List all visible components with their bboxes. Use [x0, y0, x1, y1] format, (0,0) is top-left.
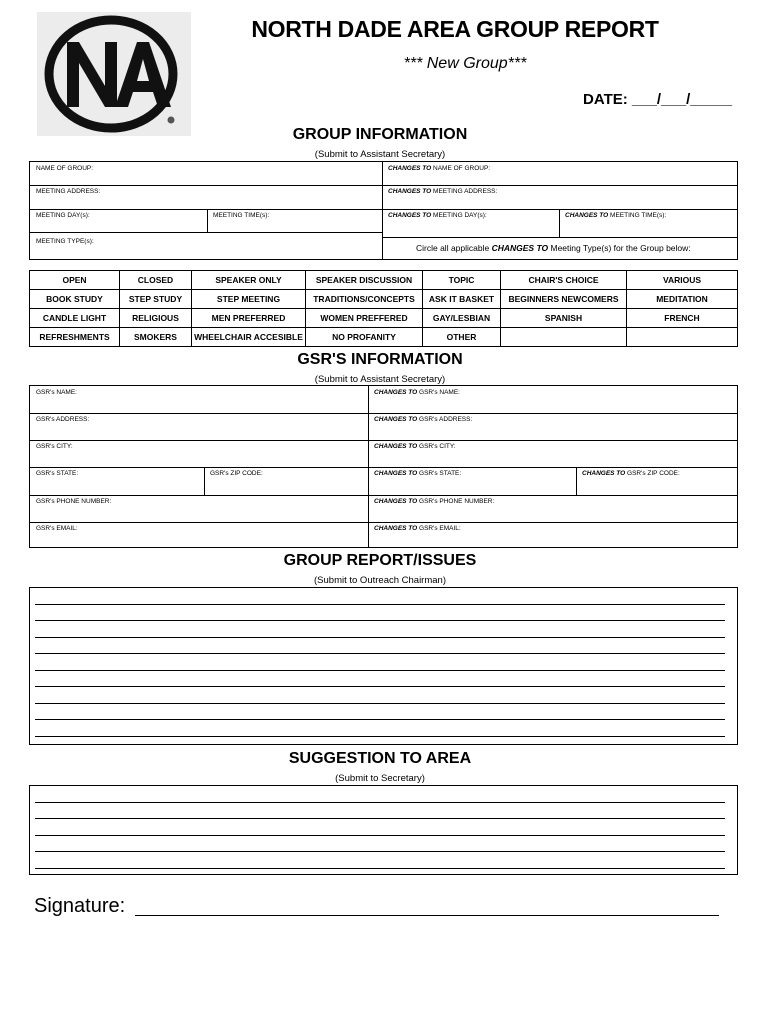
- meeting-types-table: [29, 270, 738, 347]
- meeting-type-option[interactable]: WOMEN PREFFERED: [306, 309, 423, 328]
- meeting-type-option[interactable]: CANDLE LIGHT: [30, 309, 120, 328]
- group-report-note: (Submit to Outreach Chairman): [314, 575, 446, 586]
- changes-gsr-zip-field[interactable]: CHANGES TO GSR's ZIP CODE:: [582, 470, 680, 477]
- suggestion-heading: SUGGESTION TO AREA: [288, 750, 472, 767]
- gsr-phone-field[interactable]: GSR's PHONE NUMBER:: [36, 498, 112, 505]
- meeting-type-option[interactable]: MEDITATION: [627, 290, 738, 309]
- meeting-type-row: [30, 271, 738, 290]
- gsr-name-field[interactable]: GSR's NAME:: [36, 389, 77, 396]
- gsr-info-form: [29, 385, 738, 548]
- changes-group-name-field[interactable]: CHANGES TO NAME OF GROUP:: [388, 165, 491, 172]
- gsr-info-heading: GSR'S INFORMATION: [297, 351, 463, 368]
- meeting-type-option[interactable]: ASK IT BASKET: [423, 290, 501, 309]
- changes-gsr-state-field[interactable]: CHANGES TO GSR's STATE:: [374, 470, 462, 477]
- meeting-time-field[interactable]: MEETING TIME(s):: [213, 212, 270, 219]
- gsr-state-field[interactable]: GSR's STATE:: [36, 470, 79, 477]
- meeting-type-row: [30, 290, 738, 309]
- meeting-type-option[interactable]: SPEAKER ONLY: [192, 271, 306, 290]
- meeting-type-option[interactable]: [627, 328, 738, 347]
- meeting-type-option[interactable]: SMOKERS: [120, 328, 192, 347]
- gsr-address-field[interactable]: GSR's ADDRESS:: [36, 416, 90, 423]
- group-name-field[interactable]: NAME OF GROUP:: [36, 165, 94, 172]
- changes-meeting-day-field[interactable]: CHANGES TO MEETING DAY(s):: [388, 212, 487, 219]
- meeting-type-option[interactable]: SPANISH: [501, 309, 627, 328]
- changes-gsr-address-field[interactable]: CHANGES TO GSR's ADDRESS:: [374, 416, 473, 423]
- meeting-type-option[interactable]: GAY/LESBIAN: [423, 309, 501, 328]
- meeting-type-option[interactable]: SPEAKER DISCUSSION: [306, 271, 423, 290]
- circle-instruction: Circle all applicable CHANGES TO Meeting Type(s) for the Group below:: [416, 243, 691, 253]
- suggestion-lines[interactable]: [35, 786, 725, 869]
- group-report-lines[interactable]: [35, 588, 725, 737]
- page-subtitle: *** New Group***: [403, 55, 527, 72]
- meeting-type-option[interactable]: TRADITIONS/CONCEPTS: [306, 290, 423, 309]
- signature-line[interactable]: [135, 915, 719, 916]
- gsr-email-field[interactable]: GSR's EMAIL:: [36, 525, 78, 532]
- group-report-box[interactable]: [29, 587, 738, 745]
- meeting-type-row: [30, 328, 738, 347]
- meeting-type-option[interactable]: WHEELCHAIR ACCESIBLE: [192, 328, 306, 347]
- group-info-note: (Submit to Assistant Secretary): [314, 149, 446, 160]
- meeting-type-option[interactable]: BEGINNERS NEWCOMERS: [501, 290, 627, 309]
- meeting-type-row: [30, 309, 738, 328]
- meeting-type-option[interactable]: NO PROFANITY: [306, 328, 423, 347]
- meeting-type-option[interactable]: [501, 328, 627, 347]
- group-info-heading: GROUP INFORMATION: [292, 126, 468, 143]
- na-logo-icon: [37, 12, 191, 136]
- meeting-type-option[interactable]: REFRESHMENTS: [30, 328, 120, 347]
- gsr-city-field[interactable]: GSR's CITY:: [36, 443, 73, 450]
- page-title: NORTH DADE AREA GROUP REPORT: [251, 16, 659, 42]
- suggestion-box[interactable]: [29, 785, 738, 875]
- group-report-heading: GROUP REPORT/ISSUES: [283, 552, 477, 569]
- changes-gsr-phone-field[interactable]: CHANGES TO GSR's PHONE NUMBER:: [374, 498, 495, 505]
- meeting-type-option[interactable]: FRENCH: [627, 309, 738, 328]
- meeting-type-option[interactable]: STEP MEETING: [192, 290, 306, 309]
- meeting-type-field[interactable]: MEETING TYPE(s):: [36, 238, 94, 245]
- changes-gsr-name-field[interactable]: CHANGES TO GSR's NAME:: [374, 389, 460, 396]
- meeting-type-option[interactable]: CLOSED: [120, 271, 192, 290]
- meeting-type-option[interactable]: STEP STUDY: [120, 290, 192, 309]
- meeting-type-option[interactable]: VARIOUS: [627, 271, 738, 290]
- meeting-type-option[interactable]: TOPIC: [423, 271, 501, 290]
- group-info-form: [29, 161, 738, 260]
- meeting-type-option[interactable]: OTHER: [423, 328, 501, 347]
- meeting-type-option[interactable]: CHAIR'S CHOICE: [501, 271, 627, 290]
- gsr-info-note: (Submit to Assistant Secretary): [314, 374, 446, 385]
- meeting-type-option[interactable]: OPEN: [30, 271, 120, 290]
- changes-meeting-time-field[interactable]: CHANGES TO MEETING TIME(s):: [565, 212, 667, 219]
- meeting-address-field[interactable]: MEETING ADDRESS:: [36, 188, 101, 195]
- meeting-type-option[interactable]: RELIGIOUS: [120, 309, 192, 328]
- changes-gsr-city-field[interactable]: CHANGES TO GSR's CITY:: [374, 443, 456, 450]
- na-logo: [37, 12, 191, 136]
- date-field[interactable]: DATE: ___/___/_____: [583, 91, 732, 108]
- meeting-type-option[interactable]: BOOK STUDY: [30, 290, 120, 309]
- gsr-zip-field[interactable]: GSR's ZIP CODE:: [210, 470, 263, 477]
- suggestion-note: (Submit to Secretary): [335, 773, 425, 784]
- changes-meeting-address-field[interactable]: CHANGES TO MEETING ADDRESS:: [388, 188, 498, 195]
- meeting-day-field[interactable]: MEETING DAY(s):: [36, 212, 90, 219]
- signature-label: Signature:: [34, 895, 126, 917]
- meeting-type-option[interactable]: MEN PREFERRED: [192, 309, 306, 328]
- changes-gsr-email-field[interactable]: CHANGES TO GSR's EMAIL:: [374, 525, 461, 532]
